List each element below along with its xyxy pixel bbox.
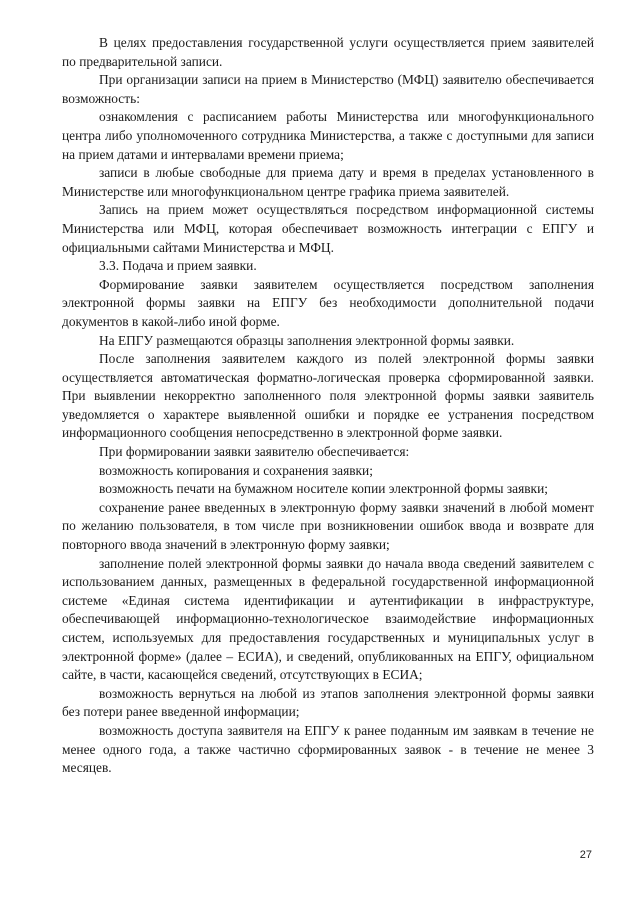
paragraph: Запись на прием может осуществляться посредством информационной системы Министерства или МФЦ, которая обеспечивает возможность интеграции с ЕПГУ и официальными сайтами Министерства и МФЦ. [62, 202, 594, 255]
paragraph: На ЕПГУ размещаются образцы заполнения электронной формы заявки. [99, 332, 515, 348]
paragraph: ознакомления с расписанием работы Министерства или многофункционального центра либо уполномоченного сотрудника Министерства, а также с доступными для записи на прием датами и интервалами времени приема; [62, 109, 594, 162]
paragraph: В целях предоставления государственной услуги осуществляется прием заявителей по предварительной записи. [62, 35, 594, 69]
paragraph: После заполнения заявителем каждого из полей электронной формы заявки осуществляется автоматическая форматно-логическая проверка сформированной заявки. При выявлении некорректно заполненного поля электронной формы заявки заявитель уведомляется о характере выявленной ошибки и порядке ее устранения посредством информационного сообщения непосредственно в электронной форме заявки. [62, 351, 594, 441]
section-heading: 3.3. Подача и прием заявки. [99, 258, 257, 274]
paragraph: При организации записи на прием в Министерство (МФЦ) заявителю обеспечивается возможность: [62, 72, 594, 106]
paragraph: записи в любые свободные для приема дату и время в пределах установленного в Министерстве или многофункциональном центре графика приема заявителей. [62, 165, 594, 199]
paragraph: возможность доступа заявителя на ЕПГУ к ранее поданным им заявкам в течение не менее одного года, а также частично сформированных заявок - в течение не менее 3 месяцев. [62, 722, 594, 776]
page-number: 27 [579, 849, 592, 861]
document-body [62, 34, 594, 778]
paragraph: При формировании заявки заявителю обеспечивается: [99, 444, 410, 460]
paragraph: заполнение полей электронной формы заявки до начала ввода сведений заявителем с использованием данных, размещенных в федеральной государственной информационной системе «Единая система идентификации и аутентификации в инфраструктуре, обеспечивающей информационно-технологическое взаимодействие информационных систем, используемых для предоставления государственных и муниципальных услуг в электронной форме» (далее – ЕСИА), и сведений, опубликованных на ЕПГУ, официальном сайте, в части, касающейся сведений, отсутствующих в ЕСИА; [62, 555, 594, 683]
paragraph: возможность вернуться на любой из этапов заполнения электронной формы заявки без потери ранее введенной информации; [62, 685, 594, 720]
paragraph: сохранение ранее введенных в электронную форму заявки значений в любой момент по желанию пользователя, в том числе при возникновении ошибок ввода и возврате для повторного ввода значений в электронную форму заявки; [62, 499, 594, 553]
paragraph: Формирование заявки заявителем осуществляется посредством заполнения электронной формы заявки на ЕПГУ без необходимости дополнительной подачи документов в какой-либо иной форме. [62, 276, 594, 329]
paragraph: возможность копирования и сохранения заявки; [99, 462, 373, 478]
paragraph: возможность печати на бумажном носителе копии электронной формы заявки; [99, 481, 548, 497]
